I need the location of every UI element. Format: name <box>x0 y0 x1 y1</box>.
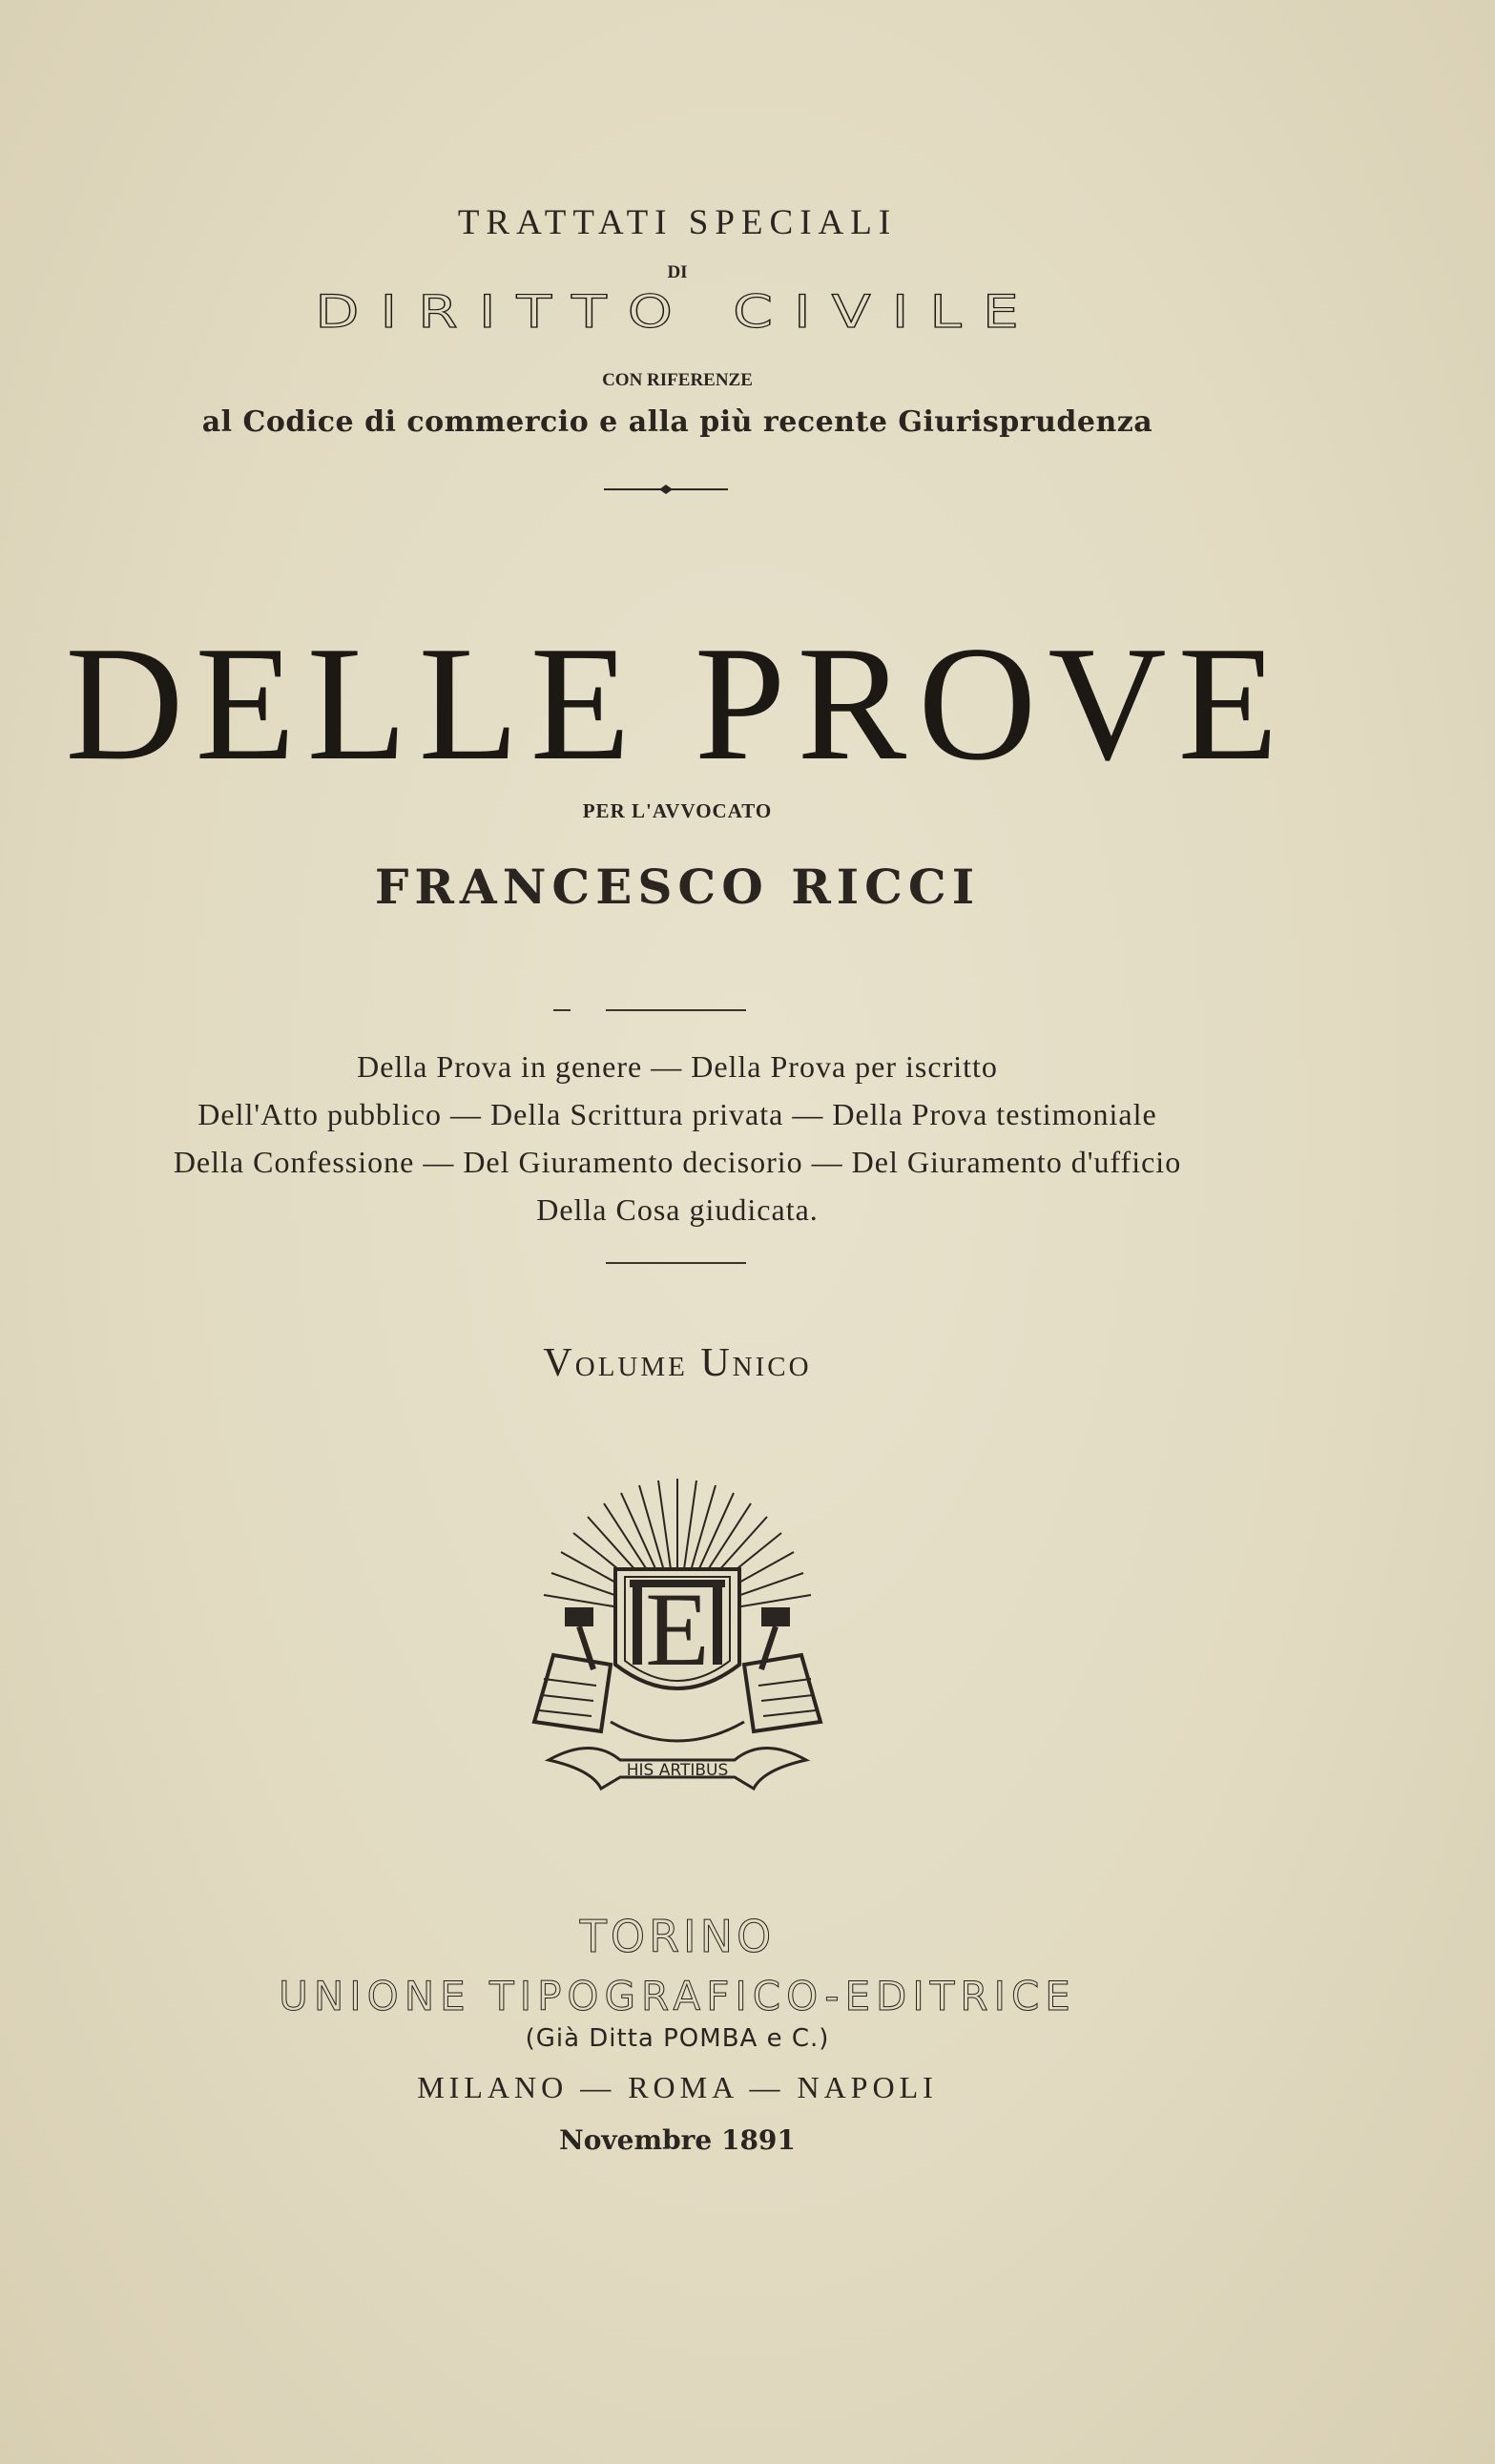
series-references: al Codice di commercio e alla più recente Giurisprudenza <box>201 405 1153 439</box>
contents-line: Della Cosa giudicata. <box>536 1192 819 1227</box>
divider-tick <box>553 1009 571 1011</box>
emblem-motto: HIS ARTIBUS <box>626 1761 729 1780</box>
imprint-city: TORINO <box>579 1911 776 1962</box>
emblem-letters: E <box>645 1571 710 1688</box>
contents-line: Dell'Atto pubblico — Della Scrittura privata — Della Prova testimoniale <box>197 1097 1157 1131</box>
publisher-emblem-icon <box>525 1474 830 1803</box>
ornament-divider <box>604 482 728 497</box>
divider <box>606 1009 746 1011</box>
series-con: CON RIFERENZE <box>602 370 753 390</box>
series-title: TRATTATI SPECIALI <box>457 203 898 242</box>
book-title: DELLE PROVE <box>65 613 1290 795</box>
divider <box>606 1262 746 1264</box>
author-name: FRANCESCO RICCI <box>374 859 981 915</box>
imprint-date: Novembre 1891 <box>559 2124 796 2156</box>
imprint-cities: MILANO — ROMA — NAPOLI <box>417 2070 938 2104</box>
contents-line: Della Confessione — Del Giuramento decisorio — Del Giuramento d'ufficio <box>173 1145 1182 1179</box>
imprint-publisher: UNIONE TIPOGRAFICO-EDITRICE <box>279 1973 1076 2019</box>
author-prefix: PER L'AVVOCATO <box>582 799 773 822</box>
series-subject: DIRITTO CIVILE <box>315 286 1040 339</box>
contents-line: Della Prova in genere — Della Prova per iscritto <box>357 1049 998 1084</box>
volume-label: Volume Unico <box>543 1341 812 1385</box>
imprint-note: (Già Ditta POMBA e C.) <box>525 2024 830 2053</box>
series-di: DI <box>667 262 688 282</box>
